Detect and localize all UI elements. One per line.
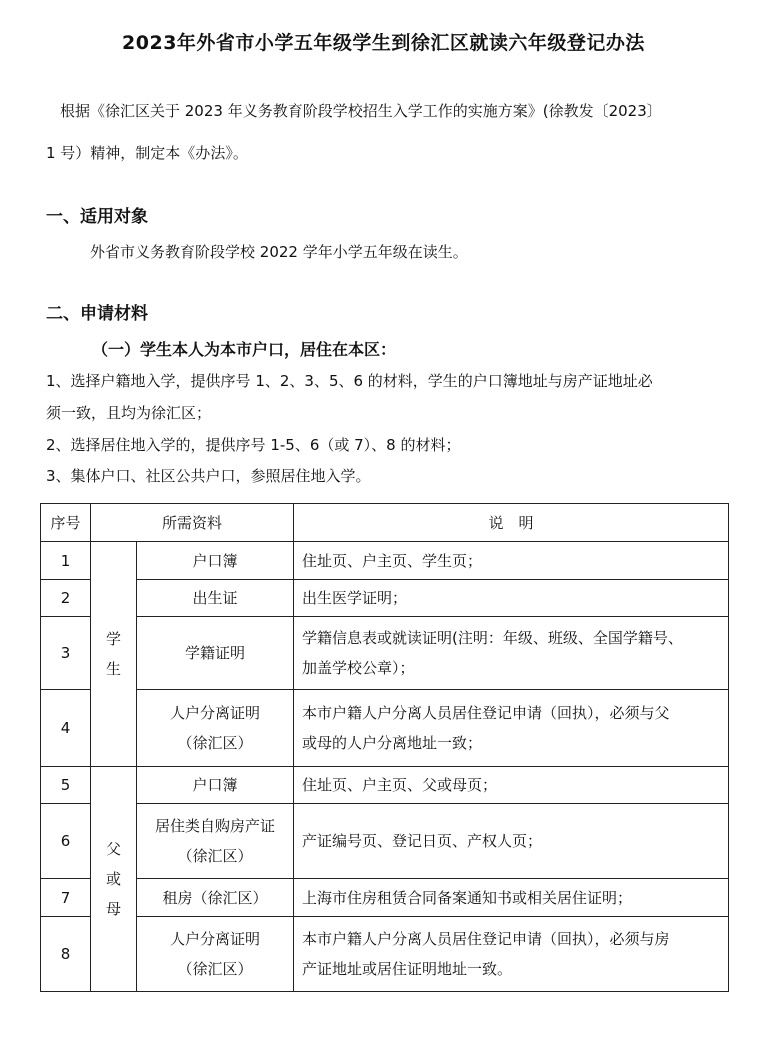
- group-student-char: 生: [105, 660, 121, 678]
- row-desc: 住址页、户主页、父或母页；: [294, 767, 729, 804]
- row-no: 2: [41, 580, 91, 617]
- row-material: [137, 690, 294, 767]
- row-material: 租房（徐汇区）: [137, 879, 294, 917]
- row-material-line: 人户分离证明: [170, 704, 261, 722]
- table-row: [41, 617, 729, 690]
- table-row: [41, 804, 729, 879]
- row-desc-line: 学籍信息表或就读证明(注明：年级、班级、全国学籍号、: [302, 629, 683, 647]
- row-material-line: （徐汇区）: [177, 734, 253, 752]
- row-material: 户口簿: [137, 542, 294, 580]
- row-desc: [294, 690, 729, 767]
- row-desc: 产证编号页、登记日页、产权人页；: [294, 804, 729, 879]
- table-row: [41, 767, 729, 804]
- group-parent-char: 母: [105, 900, 121, 918]
- table-row: [41, 690, 729, 767]
- group-parent-char: 父: [105, 840, 121, 858]
- section-2-heading: 二、申请材料: [46, 304, 148, 324]
- row-no: 7: [41, 879, 91, 917]
- intro-line-2: 1 号）精神，制定本《办法》。: [46, 144, 248, 162]
- group-parent: [91, 767, 137, 992]
- requirement-line-2: 须一致，且均为徐汇区；: [46, 404, 212, 422]
- row-material-line: 人户分离证明: [170, 930, 261, 948]
- table-row: [41, 917, 729, 992]
- row-desc: 住址页、户主页、学生页；: [294, 542, 729, 580]
- section-1-text: 外省市义务教育阶段学校 2022 学年小学五年级在读生。: [90, 243, 468, 261]
- row-no: 8: [41, 917, 91, 992]
- row-no: 4: [41, 690, 91, 767]
- row-material: 出生证: [137, 580, 294, 617]
- requirement-line-4: 3、集体户口、社区公共户口，参照居住地入学。: [46, 467, 371, 485]
- document-title: 2023年外省市小学五年级学生到徐汇区就读六年级登记办法: [122, 32, 645, 54]
- group-student: [91, 542, 137, 767]
- row-desc: [294, 917, 729, 992]
- group-parent-char: 或: [105, 870, 121, 888]
- row-desc-line: 本市户籍人户分离人员居住登记申请（回执），必须与房: [302, 930, 670, 948]
- table-row: [41, 580, 729, 617]
- row-no: 5: [41, 767, 91, 804]
- row-material: 户口簿: [137, 767, 294, 804]
- row-material: [137, 917, 294, 992]
- row-no: 1: [41, 542, 91, 580]
- row-desc: 上海市住房租赁合同备案通知书或相关居住证明；: [294, 879, 729, 917]
- section-2-subheading: （一）学生本人为本市户口，居住在本区：: [92, 340, 397, 359]
- intro-line-1: 根据《徐汇区关于 2023 年义务教育阶段学校招生入学工作的实施方案》(徐教发〔2023〕: [60, 102, 662, 120]
- row-no: 6: [41, 804, 91, 879]
- row-desc: [294, 617, 729, 690]
- row-desc-line: 加盖学校公章）；: [302, 659, 415, 677]
- table-row: [41, 542, 729, 580]
- row-material-line: 居住类自购房产证: [155, 817, 276, 835]
- row-material-line: （徐汇区）: [177, 960, 253, 978]
- row-material: [137, 804, 294, 879]
- table-row: [41, 879, 729, 917]
- row-desc-line: 产证地址或居住证明地址一致。: [302, 960, 513, 978]
- materials-table: [40, 503, 729, 992]
- row-desc-line: 或母的人户分离地址一致；: [302, 734, 483, 752]
- header-no: 序号: [41, 504, 91, 542]
- row-no: 3: [41, 617, 91, 690]
- row-desc-line: 本市户籍人户分离人员居住登记申请（回执），必须与父: [302, 704, 670, 722]
- header-desc: 说 明: [294, 504, 729, 542]
- row-material: 学籍证明: [137, 617, 294, 690]
- row-desc: 出生医学证明；: [294, 580, 729, 617]
- row-material-line: （徐汇区）: [177, 847, 253, 865]
- requirement-line-3: 2、选择居住地入学的，提供序号 1-5、6（或 7）、8 的材料；: [46, 436, 461, 454]
- section-1-heading: 一、适用对象: [46, 207, 148, 227]
- table-header-row: [41, 504, 729, 542]
- requirement-line-1: 1、选择户籍地入学，提供序号 1、2、3、5、6 的材料，学生的户口簿地址与房产证地址必: [46, 372, 653, 390]
- header-material: 所需资料: [91, 504, 294, 542]
- group-student-char: 学: [105, 630, 121, 648]
